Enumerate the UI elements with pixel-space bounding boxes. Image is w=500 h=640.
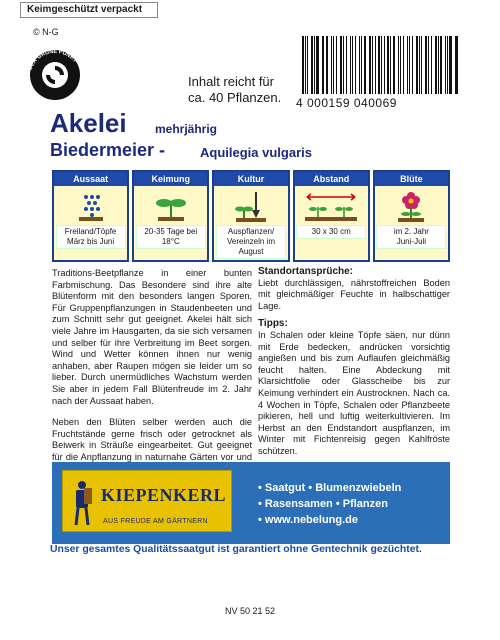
barcode-bar <box>403 36 404 94</box>
barcode-bar <box>326 36 328 94</box>
barcode-bar <box>416 36 418 94</box>
brand-slogan: AUS FREUDE AM GÄRTNERN <box>103 518 208 525</box>
product-code: NV 50 21 52 <box>225 606 276 616</box>
barcode-bar <box>390 36 391 94</box>
care-column <box>258 266 450 464</box>
panel-text: Freiland/Töpfe März bis Juni <box>56 225 126 249</box>
barcode-bar <box>322 36 323 94</box>
barcode-bar <box>435 36 437 94</box>
tips-text: In Schalen oder kleine Töpfe säen, nur dünn mit Erde bedecken, andrücken vorsichtig angießen und bis zum Auflaufen gleichmäßig feucht halten. Eine Abdeckung mit Klarsichtfolie oder Glasscheibe bis zur Keimung verhindert ein Austrocknen. Nach ca. 4 Wochen in Töpfe, Schalen oder Pflanzbeete pikieren, hell und luftig weiterkultivieren. Im Herbst an den Endstandort auspflanzen, im Winter mit Fichtenreisig gegen Kahlfröste schützen. <box>258 329 450 456</box>
barcode-bar <box>425 36 427 94</box>
barcode-bar <box>331 36 333 94</box>
tips-heading: Tipps: <box>258 318 288 330</box>
gmo-guarantee: Unser gesamtes Qualitätssaatgut ist garantiert ohne Gentechnik gezüchtet. <box>50 544 422 555</box>
barcode-number: 4 000159 040069 <box>296 96 397 110</box>
barcode-bar <box>355 36 357 94</box>
copyright-label: © N-G <box>33 27 59 37</box>
spacing-plants-icon <box>303 188 359 224</box>
description-paragraph: Neben den Blüten selber werden auch die Fruchtstände gerne frisch oder getrocknet als Beiwerk in Sträuße eingearbeitet. Gut geeignet für die Anpflanzung in naturnahe Gärten vor und <box>52 417 252 462</box>
barcode-bar <box>400 36 402 94</box>
panel-heading: Kultur <box>214 172 287 186</box>
description-column <box>52 268 252 485</box>
barcode-bar <box>387 36 389 94</box>
barcode-bar <box>311 36 313 94</box>
barcode-bar <box>381 36 382 94</box>
barcode-bar <box>421 36 422 94</box>
panel-keimung <box>132 170 209 262</box>
variety-name: Biedermeier - <box>50 140 166 160</box>
panel-heading: Abstand <box>295 172 368 186</box>
barcode-bar <box>350 36 351 94</box>
panel-text: im 2. Jahr Juni-Juli <box>376 225 446 249</box>
panel-heading: Keimung <box>134 172 207 186</box>
barcode-bar <box>440 36 442 94</box>
barcode-bar <box>384 36 385 94</box>
barcode-bar <box>428 36 429 94</box>
panel-text: Auspflanzen/ Vereinzeln im August <box>216 225 286 259</box>
panel-aussaat <box>52 170 129 262</box>
barcode-bar <box>445 36 446 94</box>
barcode-bar <box>407 36 408 94</box>
barcode-bar <box>419 36 420 94</box>
location-text: Liebt durchlässigen, nährstoffreichen Boden mit gleichmäßiger Feuchte in halbschattiger Lage. <box>258 277 450 311</box>
location-heading: Standortansprüche: <box>258 266 354 277</box>
barcode-bar <box>307 36 308 94</box>
barcode-bar <box>323 36 324 94</box>
barcode-bar <box>372 36 373 94</box>
barcode-bar <box>364 36 366 94</box>
barcode-bar <box>314 36 315 94</box>
barcode-bar <box>456 36 458 94</box>
barcode-bar <box>343 36 344 94</box>
barcode-bar <box>449 36 451 94</box>
gruener-punkt-text <box>22 44 88 106</box>
barcode-bar <box>438 36 439 94</box>
barcode-bar <box>375 36 376 94</box>
barcode-bar <box>455 36 456 94</box>
barcode-bar <box>333 36 334 94</box>
barcode-bar <box>340 36 342 94</box>
barcode-bar <box>336 36 337 94</box>
growing-info-panels <box>52 170 450 262</box>
barcode-bar <box>369 36 371 94</box>
seed-grid-icon <box>76 188 106 224</box>
panel-bluete <box>373 170 450 262</box>
product-qualifier: mehrjährig <box>155 122 218 136</box>
latin-name: Aquilegia vulgaris <box>200 145 312 160</box>
barcode-bar <box>316 36 318 94</box>
brand-product-list: • Saatgut • Blumenzwiebeln • Rasensamen • Pflanzen • www.nebelung.de <box>258 482 402 526</box>
barcode-bar <box>302 36 304 94</box>
barcode-bar <box>378 36 380 94</box>
website-link[interactable]: • www.nebelung.de <box>258 514 359 526</box>
barcode-bar <box>398 36 399 94</box>
barcode-bar <box>412 36 413 94</box>
product-name: Akelei <box>50 108 127 138</box>
barcode-bar <box>305 36 306 94</box>
panel-text: 20-35 Tage bei 18°C <box>136 225 206 249</box>
barcode-bar <box>393 36 395 94</box>
barcode-bar <box>352 36 353 94</box>
svg-text:DER GRÜNE PUNKT: DER GRÜNE PUNKT <box>27 48 78 71</box>
barcode-bar <box>409 36 411 94</box>
brand-banner <box>52 462 450 544</box>
seedling-icon <box>154 188 188 224</box>
panel-heading: Blüte <box>375 172 448 186</box>
barcode-bar <box>346 36 348 94</box>
panel-heading: Aussaat <box>54 172 127 186</box>
panel-abstand <box>293 170 370 262</box>
barcode-bar <box>361 36 362 94</box>
barcode-bar <box>447 36 448 94</box>
packaging-label: Keimgeschützt verpackt <box>20 2 158 18</box>
panel-text: 30 x 30 cm <box>296 225 366 239</box>
content-note: Inhalt reicht für ca. 40 Pflanzen. <box>188 74 282 105</box>
shovel-plant-icon <box>234 188 268 224</box>
kiepenkerl-logo <box>62 470 232 532</box>
kiepenkerl-figure-icon <box>71 479 93 527</box>
brand-name: KIEPENKERL <box>101 485 227 505</box>
barcode <box>302 36 460 94</box>
barcode-bar <box>431 36 432 94</box>
barcode-bar <box>359 36 360 94</box>
panel-kultur <box>212 170 289 262</box>
flower-icon <box>394 188 428 224</box>
description-paragraph: Traditions-Beetpflanze in einer bunten Farbmischung. Das Besondere sind ihre alte Blütenform mit den besonders langen Sporen. Für Gruppenpflanzungen in Staudenbeeten und zum Schnitt sehr gut geeignet. Akelei hält sich viele Jahre im Hausgarten, da sie sich versamen und selber für ihre Verbreitung im Beet sorgen. Wind und Wetter können ihnen nur wenig anhaben, aber Raupen mögen sie leider um so lieber. Durch unermüdliches Wachstum werden Sie aber in jedem Fall Blütenfreude im 2. Jahr nach der Aussaat haben. <box>52 268 252 406</box>
